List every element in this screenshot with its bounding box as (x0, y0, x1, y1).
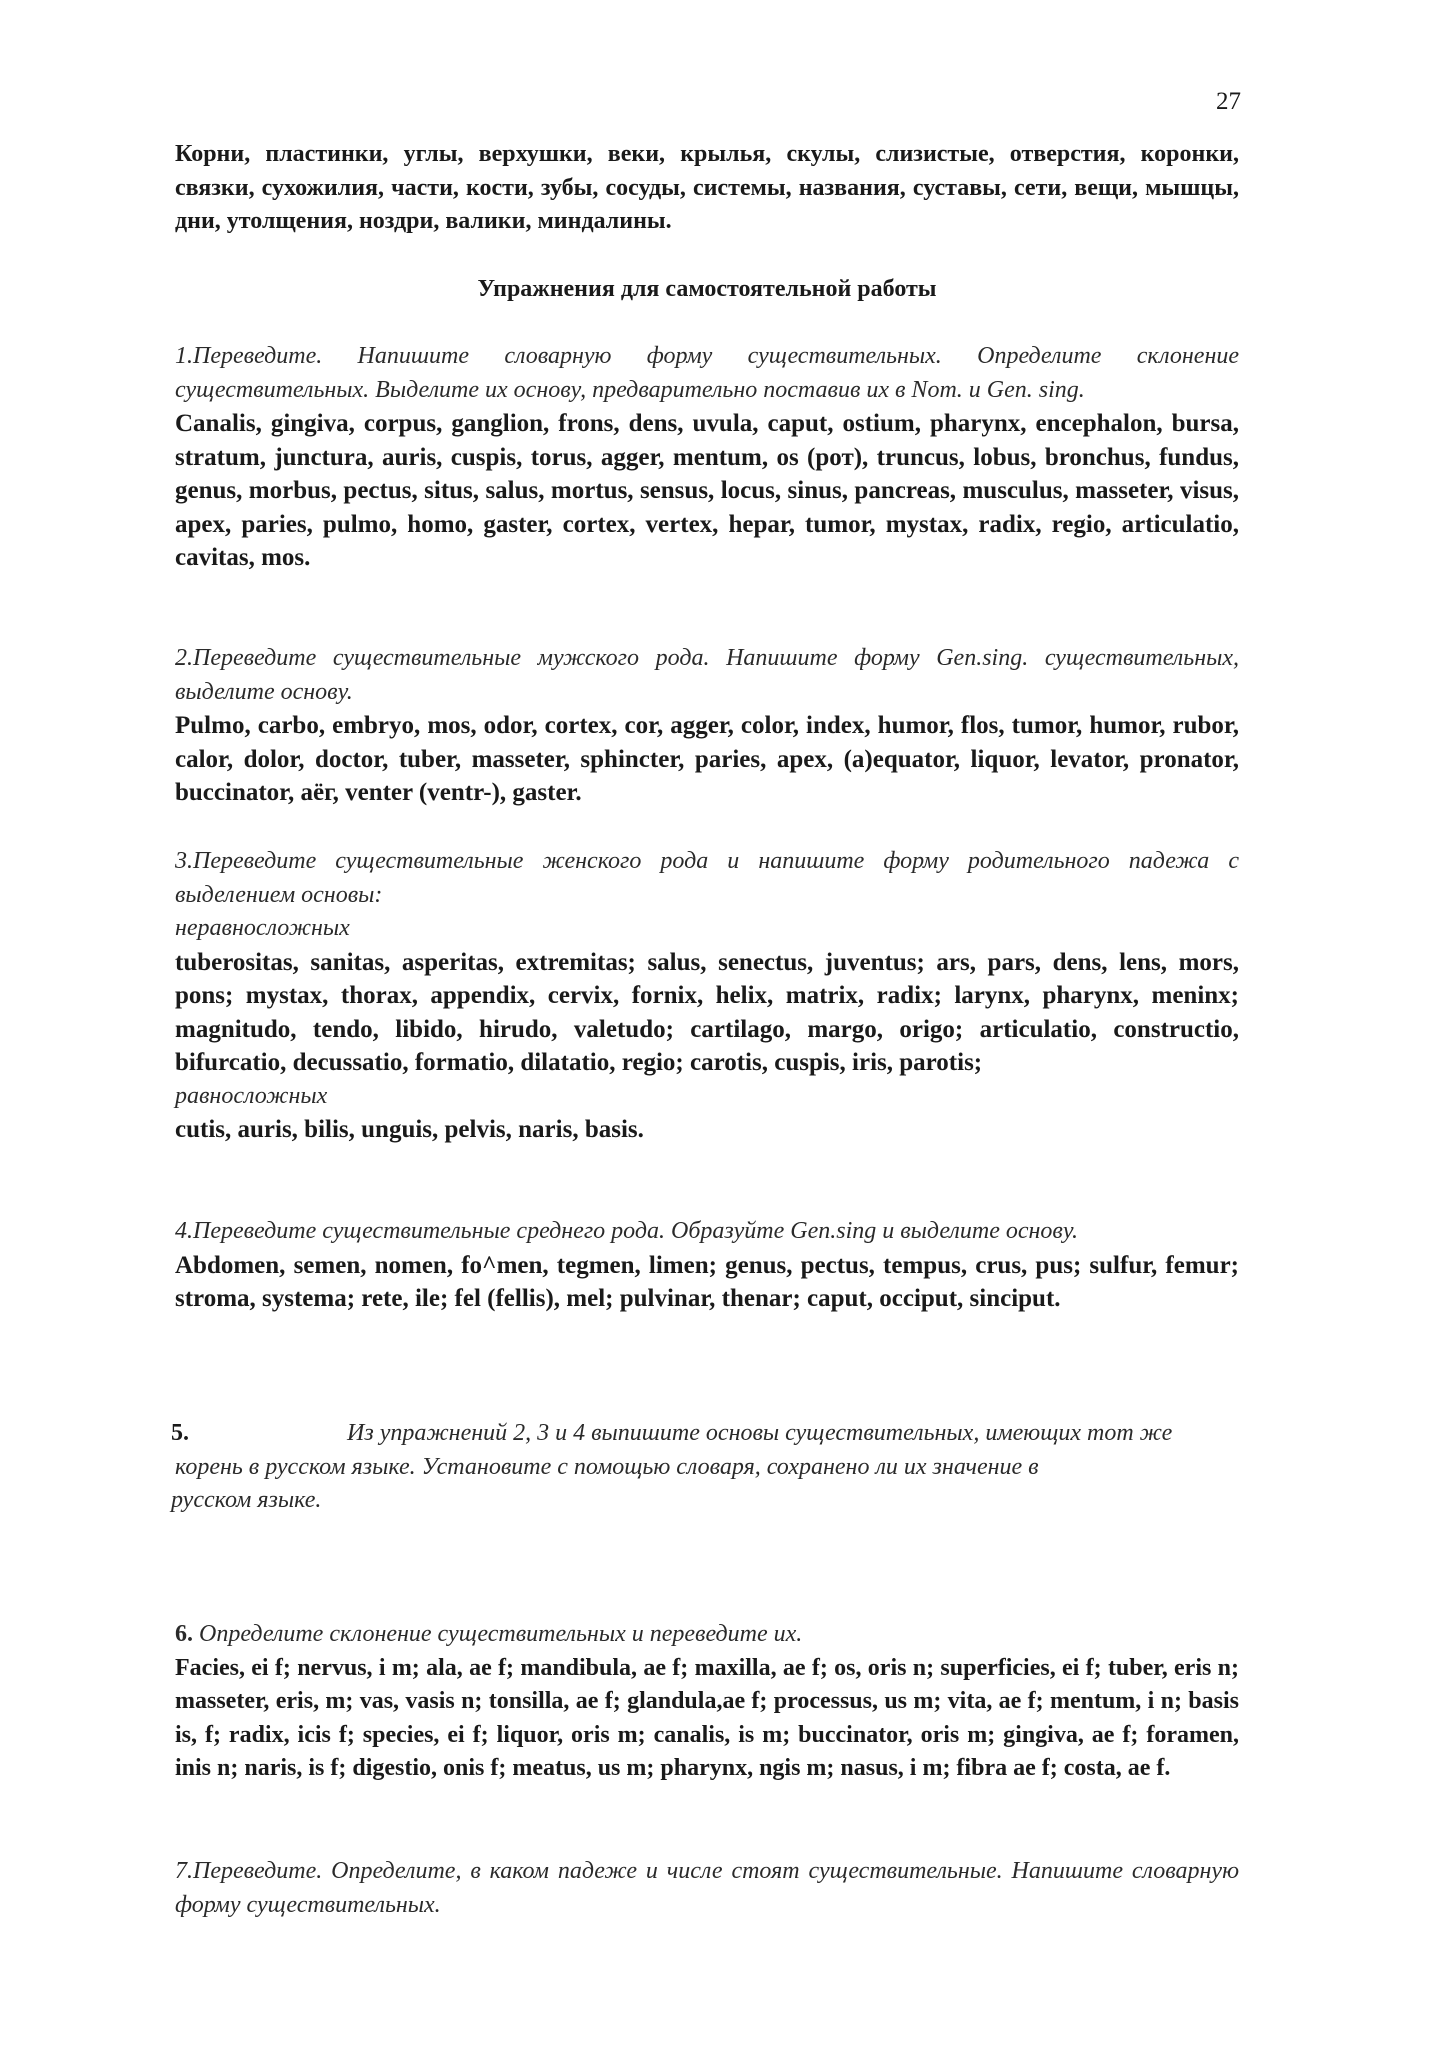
exercise-4 (175, 1215, 1239, 1316)
page-number: 27 (1216, 88, 1241, 115)
exercise-3 (175, 845, 1239, 1147)
exercise-6-words: Facies, ei f; nervus, i m; ala, ae f; mandibula, ae f; maxilla, ae f; os, oris n; superficies, ei f; tuber, eris n; masseter, eris, m; vas, vasis n; tonsilla, ae f; glandula,ae f; processus, us m; vita, ae f; mentum, i n; basis is, f; radix, icis f; species, ei f; liquor, oris m; canalis, is m; buccinator, oris m; gingiva, ae f; foramen, inis n; naris, is f; digestio, onis f; meatus, us m; pharynx, ngis m; nasus, i m; fibra ae f; costa, ae f. (175, 1654, 1239, 1781)
exercise-6 (175, 1618, 1239, 1786)
exercise-4-words: Abdomen, semen, nomen, fo^men, tegmen, limen; genus, pectus, tempus, crus, pus; sulfur, femur; stroma, systema; rete, ile; fel (fellis), mel; pulvinar, thenar; caput, occiput, sinciput. (175, 1251, 1239, 1312)
exercise-1-instruction: 1.Переведите. Напишите словарную форму существительных. Определите склонение существительных. Выделите их основу, предварительно поставив их в Nom. и Gen. sing. (175, 343, 1239, 403)
exercise-3-subheading-imparisyllabic: неравносложных (175, 915, 350, 941)
section-heading-block (175, 276, 1239, 303)
exercise-7 (175, 1855, 1239, 1922)
exercise-1 (175, 340, 1239, 575)
exercise-4-instruction: 4.Переведите существительные среднего рода. Образуйте Gen.sing и выделите основу. (175, 1218, 1078, 1244)
exercise-5-line-3: русском языке. (171, 1487, 322, 1513)
exercise-5-line-2: корень в русском языке. Установите с помощью словаря, сохранено ли их значение в (175, 1453, 1039, 1480)
exercise-6-number: 6. (175, 1621, 193, 1647)
exercise-6-instruction: Определите склонение существительных и переведите их. (199, 1621, 803, 1647)
exercise-3-instruction: 3.Переведите существительные женского рода и напишите форму родительного падежа с выделением основы: (175, 848, 1239, 908)
exercise-5-number: 5. (171, 1420, 189, 1446)
section-heading: Упражнения для самостоятельной работы (477, 276, 937, 302)
intro-words: Корни, пластинки, углы, верхушки, веки, крылья, скулы, слизистые, отверстия, коронки, связки, сухожилия, части, кости, зубы, сосуды, системы, названия, суставы, сети, вещи, мышцы, дни, утолщения, ноздри, валики, миндалины. (175, 141, 1239, 234)
exercise-2-instruction: 2.Переведите существительные мужского рода. Напишите форму Gen.sing. существительных, выделите основу. (175, 645, 1239, 705)
exercise-7-instruction: 7.Переведите. Определите, в каком падеже и числе стоят существительные. Напишите словарную форму существительных. (175, 1858, 1239, 1918)
exercise-6-heading (175, 1618, 1239, 1652)
exercise-3-words-parisyllabic: cutis, auris, bilis, unguis, pelvis, naris, basis. (175, 1116, 644, 1143)
exercise-3-subheading-parisyllabic: равносложных (175, 1082, 328, 1109)
intro-word-list (175, 138, 1239, 239)
exercise-5 (171, 1417, 1386, 1518)
exercise-2-words: Pulmo, carbo, embryo, mos, odor, cortex, cor, agger, color, index, humor, flos, tumor, humor, rubor, calor, dolor, doctor, tuber, masseter, sphincter, paries, apex, (a)equator, liquor, levator, pronator, buccinator, аёг, venter (ventr-), gaster. (175, 712, 1239, 806)
exercise-3-words-imparisyllabic: tuberositas, sanitas, asperitas, extremitas; salus, senectus, juventus; ars, pars, dens, lens, mors, pons; mystax, thorax, appendix, cervix, fornix, helix, matrix, radix; larynx, pharynx, meninx; magnitudo, tendo, libido, hirudo, valetudo; cartilago, margo, origo; articulatio, constructio, bifurcatio, decussatio, formatio, dilatatio, regio; carotis, cuspis, iris, parotis; (175, 948, 1239, 1076)
exercise-5-line-1: Из упражнений 2, 3 и 4 выпишите основы существительных, имеющих тот же (347, 1420, 1173, 1446)
exercise-2 (175, 642, 1239, 810)
exercise-1-words: Canalis, gingiva, corpus, ganglion, frons, dens, uvula, caput, ostium, pharynx, encephalon, bursa, stratum, junctura, auris, cuspis, torus, agger, mentum, os (рот), truncus, lobus, bronchus, fundus, genus, morbus, pectus, situs, salus, mortus, sensus, locus, sinus, pancreas, musculus, masseter, visus, apex, paries, pulmo, homo, gaster, cortex, vertex, hepar, tumor, mystax, radix, regio, articulatio, cavitas, mos. (175, 410, 1239, 571)
